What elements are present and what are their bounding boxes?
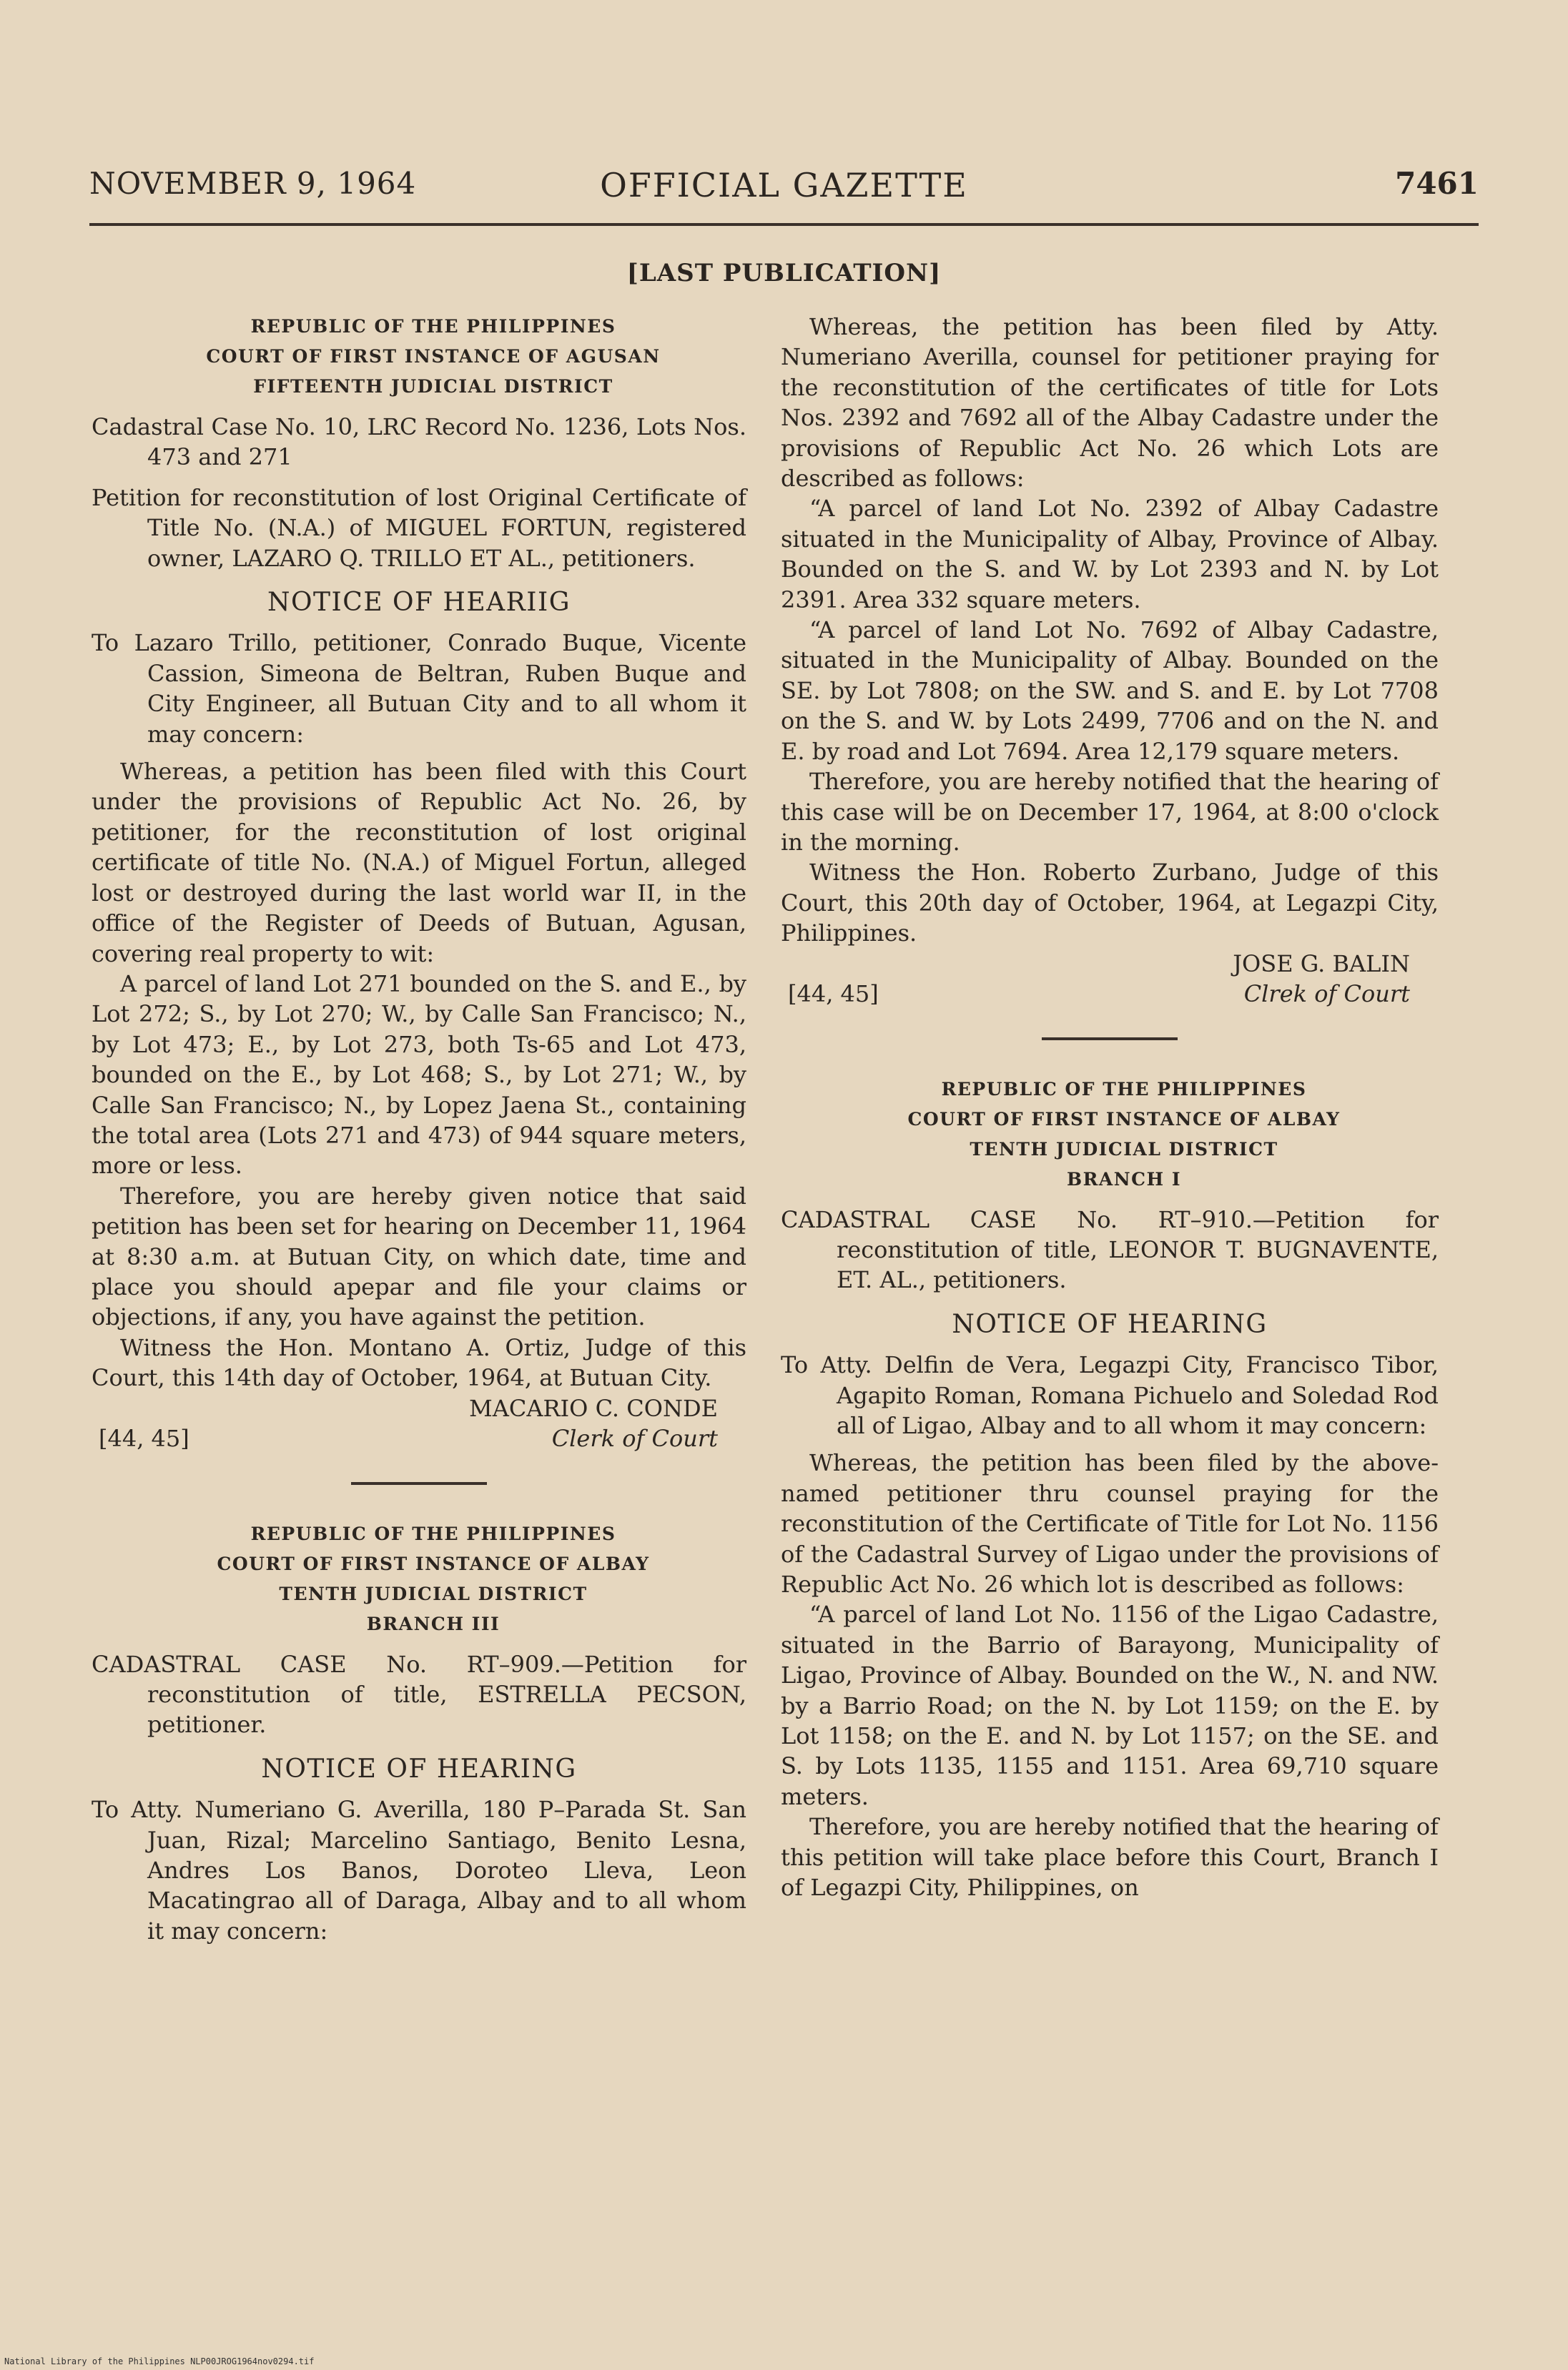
notice2-heading: NOTICE OF HEARING	[261, 1754, 577, 1784]
notice1-signer-row	[92, 1393, 746, 1423]
notice1-signer-title: Clerk of Court	[551, 1424, 718, 1452]
notice3-paragraph: “A parcel of land Lot No. 1156 of the Ligao Cadastre, situated in the Barrio of Barayong, Municipality of Ligao, Province of Albay. Bounded on the W., N. and NW. by a Barrio Road; on the N. by Lot 1159; on the E. by Lot 1158; on the E. and N. by Lot 1157; on the SE. and S. by Lots 1135, 1155 and 1151. Area 69,710 square meters.	[781, 1601, 1439, 1810]
header-title: OFFICIAL GAZETTE	[600, 166, 968, 204]
court-line: FIFTEENTH JUDICIAL DISTRICT	[253, 376, 613, 397]
notice2-court	[92, 1519, 746, 1639]
court-line: TENTH JUDICIAL DISTRICT	[970, 1138, 1278, 1160]
notice1-addressees: To Lazaro Trillo, petitioner, Conrado Buque, Vicente Cassion, Simeona de Beltran, Ruben Buque and City Engineer, all Butuan City and to all whom it may concern:	[92, 629, 746, 748]
notice2-ref-row	[781, 979, 1439, 1009]
notice2-paragraph: Therefore, you are hereby notified that the hearing of this case will be on December 17, 1964, at 8:00 o'clock in the morning.	[781, 768, 1439, 856]
header-date: NOVEMBER 9, 1964	[89, 166, 417, 201]
header-rule	[89, 223, 1479, 226]
notice2-signer-title: Clrek of Court	[1243, 979, 1410, 1007]
notice3-court	[781, 1075, 1439, 1195]
notice1-paragraph: Whereas, a petition has been filed with this Court under the provisions of Republic Act No. 26, by petitioner, for the reconstitution of lost original certificate of title No. (N.A.) of Miguel Fortun, alleged lost or destroyed during the last world war II, in the office of the Register of Deeds of Butuan, Agusan, covering real property to wit:	[92, 758, 746, 967]
left-column	[92, 312, 746, 1946]
notice2-case-line: CADASTRAL CASE No. RT–909.—Petition for reconstitution of title, ESTRELLA PECSON, petitioner.	[92, 1650, 746, 1739]
notice3-paragraph: Whereas, the petition has been filed by the above-named petitioner thru counsel praying for the reconstitution of the Certificate of Title for Lot No. 1156 of the Cadastral Survey of Ligao under the provisions of Republic Act No. 26 which lot is described as follows:	[781, 1449, 1439, 1598]
notice2-paragraph: “A parcel of land Lot No. 7692 of Albay Cadastre, situated in the Municipality of Albay. Bounded on the SE. by Lot 7808; on the SW. and S. and E. by Lot 7708 on the S. and W. by Lots 2499, 7706 and on the N. and E. by road and Lot 7694. Area 12,179 square meters.	[781, 616, 1439, 765]
publication-tag: [LAST PUBLICATION]	[626, 259, 942, 287]
notice2-addressees: To Atty. Numeriano G. Averilla, 180 P–Parada St. San Juan, Rizal; Marcelino Santiago, Benito Lesna, Andres Los Banos, Doroteo Lleva, Leon Macatingrao all of Daraga, Albay and to all whom it may concern:	[92, 1796, 746, 1945]
notice3-addressees: To Atty. Delfin de Vera, Legazpi City, Francisco Tibor, Agapito Roman, Romana Pichuelo and Soledad Rod all of Ligao, Albay and to all whom it may concern:	[781, 1351, 1439, 1439]
notice1-paragraph: Therefore, you are hereby given notice that said petition has been set for hearing on December 11, 1964 at 8:30 a.m. at Butuan City, on which date, time and place you should apepar and file your claims or objections, if any, you have against the petition.	[92, 1182, 746, 1331]
notice1-court	[92, 312, 746, 402]
court-line: COURT OF FIRST INSTANCE OF AGUSAN	[206, 346, 661, 367]
court-line: COURT OF FIRST INSTANCE OF ALBAY	[907, 1108, 1341, 1130]
notice1-heading: NOTICE OF HEARIIG	[267, 588, 571, 618]
notice1-paragraph: A parcel of land Lot 271 bounded on the S. and E., by Lot 272; S., by Lot 270; W., by Calle San Francisco; N., by Lot 473; E., by Lot 273, both Ts-65 and Lot 473, bounded on the E., by Lot 468; S., by Lot 271; W., by Calle San Francisco; N., by Lopez Jaena St., containing the total area (Lots 271 and 473) of 944 square meters, more or less.	[92, 969, 746, 1180]
notice1-signer: MACARIO C. CONDE	[468, 1394, 718, 1422]
section-divider	[1042, 1037, 1178, 1040]
court-line: REPUBLIC OF THE PHILIPPINES	[250, 1523, 616, 1544]
notice3-case-line: CADASTRAL CASE No. RT–910.—Petition for reconstitution of title, LEONOR T. BUGNAVENTE, ET. AL., petitioners.	[781, 1205, 1439, 1294]
notice2-signer-row	[781, 949, 1439, 979]
section-divider	[351, 1482, 487, 1485]
notice1-petition: Petition for reconstitution of lost Original Certificate of Title No. (N.A.) of MIGUEL FORTUN, registered owner, LAZARO Q. TRILLO ET AL., petitioners.	[92, 483, 746, 572]
notice1-ref-row	[92, 1423, 746, 1453]
notice2-paragraph: Witness the Hon. Roberto Zurbano, Judge of this Court, this 20th day of October, 1964, at Legazpi City, Philippines.	[781, 859, 1439, 947]
court-line: BRANCH I	[1066, 1168, 1182, 1190]
page-header	[89, 166, 1479, 216]
notice1-paragraph: Witness the Hon. Montano A. Ortiz, Judge of this Court, this 14th day of October, 1964, at Butuan City.	[92, 1333, 746, 1392]
court-line: BRANCH III	[366, 1613, 501, 1634]
notice3-paragraph: Therefore, you are hereby notified that the hearing of this petition will take place before this Court, Branch I of Legazpi City, Philippines, on	[781, 1813, 1439, 1902]
court-line: COURT OF FIRST INSTANCE OF ALBAY	[217, 1553, 650, 1574]
notice2-paragraph: Whereas, the petition has been filed by Atty. Numeriano Averilla, counsel for petitioner praying for the reconstitution of the certificates of title for Lots Nos. 2392 and 7692 all of the Albay Cadastre under the provisions of Republic Act No. 26 which Lots are described as follows:	[781, 313, 1439, 493]
notice1-issue-ref: [44, 45]	[99, 1424, 189, 1452]
notice1-case-line: Cadastral Case No. 10, LRC Record No. 1236, Lots Nos. 473 and 271	[92, 413, 746, 471]
header-page-number: 7461	[1395, 166, 1479, 201]
notice3-heading: NOTICE OF HEARING	[952, 1309, 1268, 1339]
notice2-issue-ref: [44, 45]	[788, 979, 879, 1007]
notice2-paragraph: “A parcel of land Lot No. 2392 of Albay Cadastre situated in the Municipality of Albay, Province of Albay. Bounded on the S. and W. by Lot 2393 and N. by Lot 2391. Area 332 square meters.	[781, 495, 1439, 613]
notice2-signer: JOSE G. BALIN	[1233, 949, 1410, 977]
scan-footer: National Library of the Philippines NLP00JROG1964nov0294.tif	[4, 2356, 315, 2366]
right-column	[781, 312, 1439, 1902]
court-line: REPUBLIC OF THE PHILIPPINES	[941, 1078, 1307, 1100]
court-line: TENTH JUDICIAL DISTRICT	[279, 1583, 588, 1604]
court-line: REPUBLIC OF THE PHILIPPINES	[250, 316, 616, 337]
